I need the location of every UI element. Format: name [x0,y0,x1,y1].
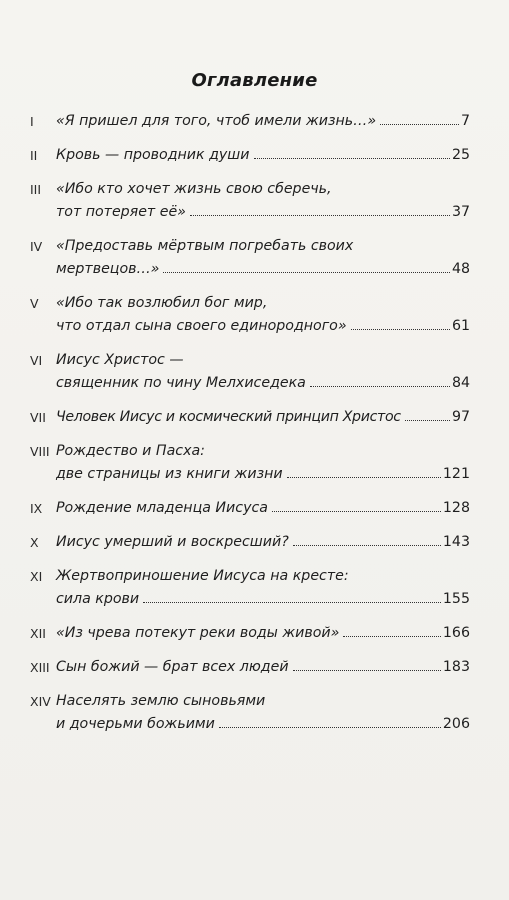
chapter-number: VIII [30,444,50,459]
dot-leader [351,329,450,330]
chapter-title-line: Кровь — проводник души [56,147,250,163]
chapter-title-line: Сын божий — брат всех людей [56,659,289,675]
page-number: 143 [442,534,470,550]
chapter-title-line: «Ибо кто хочет жизнь свою сберечь, [56,181,332,197]
dot-leader [143,602,441,603]
chapter-title-line: Рождение младенца Иисуса [56,500,268,516]
chapter-title [56,406,470,429]
page-number: 206 [442,716,470,732]
chapter-title-line: «Я пришел для того, чтоб имели жизнь…» [56,113,377,129]
toc-entry [30,531,470,554]
chapter-title-line: Человек Иисус и космический принцип Христос [56,409,401,425]
toc-entry [30,110,470,133]
chapter-number: XIV [30,694,51,709]
table-of-contents [30,110,470,747]
page-number: 155 [442,591,470,607]
toc-entry [30,178,470,224]
chapter-title-line: «Из чрева потекут реки воды живой» [56,625,340,641]
page-number: 25 [451,147,470,163]
dot-leader [163,272,450,273]
chapter-number: VII [30,410,46,425]
chapter-title-line: Жертвоприношение Иисуса на кресте: [56,568,349,584]
page-number: 84 [451,375,470,391]
chapter-title [56,497,470,520]
toc-entry [30,622,470,645]
chapter-title [56,565,470,611]
dot-leader [272,511,441,512]
chapter-title-line: Рождество и Пасха: [56,443,205,459]
toc-entry [30,440,470,486]
chapter-title-line: что отдал сына своего единородного» [56,318,347,334]
chapter-title [56,531,470,554]
chapter-number: IX [30,501,43,516]
chapter-title [56,690,470,736]
dot-leader [293,545,441,546]
chapter-title-line: Населять землю сыновьями [56,693,266,709]
chapter-title-line: две страницы из книги жизни [56,466,283,482]
page-number: 61 [451,318,470,334]
dot-leader [380,124,459,125]
chapter-title [56,656,470,679]
chapter-title [56,178,470,224]
toc-entry [30,349,470,395]
chapter-title-line: Иисус умерший и воскресший? [56,534,289,550]
chapter-number: I [30,114,34,129]
chapter-title [56,349,470,395]
chapter-number: IV [30,239,43,254]
dot-leader [343,636,440,637]
page-number: 128 [442,500,470,516]
page-number: 7 [460,113,470,129]
chapter-number: III [30,182,42,197]
dot-leader [293,670,441,671]
chapter-number: XII [30,626,46,641]
chapter-title-line: мертвецов…» [56,261,160,277]
chapter-title [56,235,470,281]
toc-entry [30,406,470,429]
chapter-number: XIII [30,660,50,675]
toc-entry [30,235,470,281]
chapter-title-line: «Предоставь мёртвым погребать своих [56,238,354,254]
dot-leader [190,215,450,216]
chapter-title-line: священник по чину Мелхиседека [56,375,306,391]
chapter-number: X [30,535,39,550]
dot-leader [254,158,450,159]
dot-leader [287,477,441,478]
chapter-title [56,622,470,645]
dot-leader [219,727,441,728]
chapter-number: V [30,296,39,311]
chapter-title [56,292,470,338]
toc-entry [30,690,470,736]
chapter-title-line: тот потеряет её» [56,204,186,220]
page-number: 166 [442,625,470,641]
toc-entry [30,497,470,520]
dot-leader [310,386,450,387]
chapter-title-line: «Ибо так возлюбил бог мир, [56,295,268,311]
page-number: 97 [451,409,470,425]
page-title: Оглавление [191,70,318,91]
chapter-title-line: и дочерьми божьими [56,716,215,732]
chapter-title-line: Иисус Христос — [56,352,184,368]
chapter-number: II [30,148,38,163]
page-number: 183 [442,659,470,675]
chapter-title [56,144,470,167]
page-number: 121 [442,466,470,482]
chapter-number: XI [30,569,43,584]
page-number: 48 [451,261,470,277]
page-number: 37 [451,204,470,220]
chapter-number: VI [30,353,43,368]
chapter-title [56,440,470,486]
toc-entry [30,565,470,611]
toc-entry [30,656,470,679]
toc-entry [30,292,470,338]
chapter-title [56,110,470,133]
chapter-title-line: сила крови [56,591,140,607]
dot-leader [405,420,450,421]
toc-entry [30,144,470,167]
